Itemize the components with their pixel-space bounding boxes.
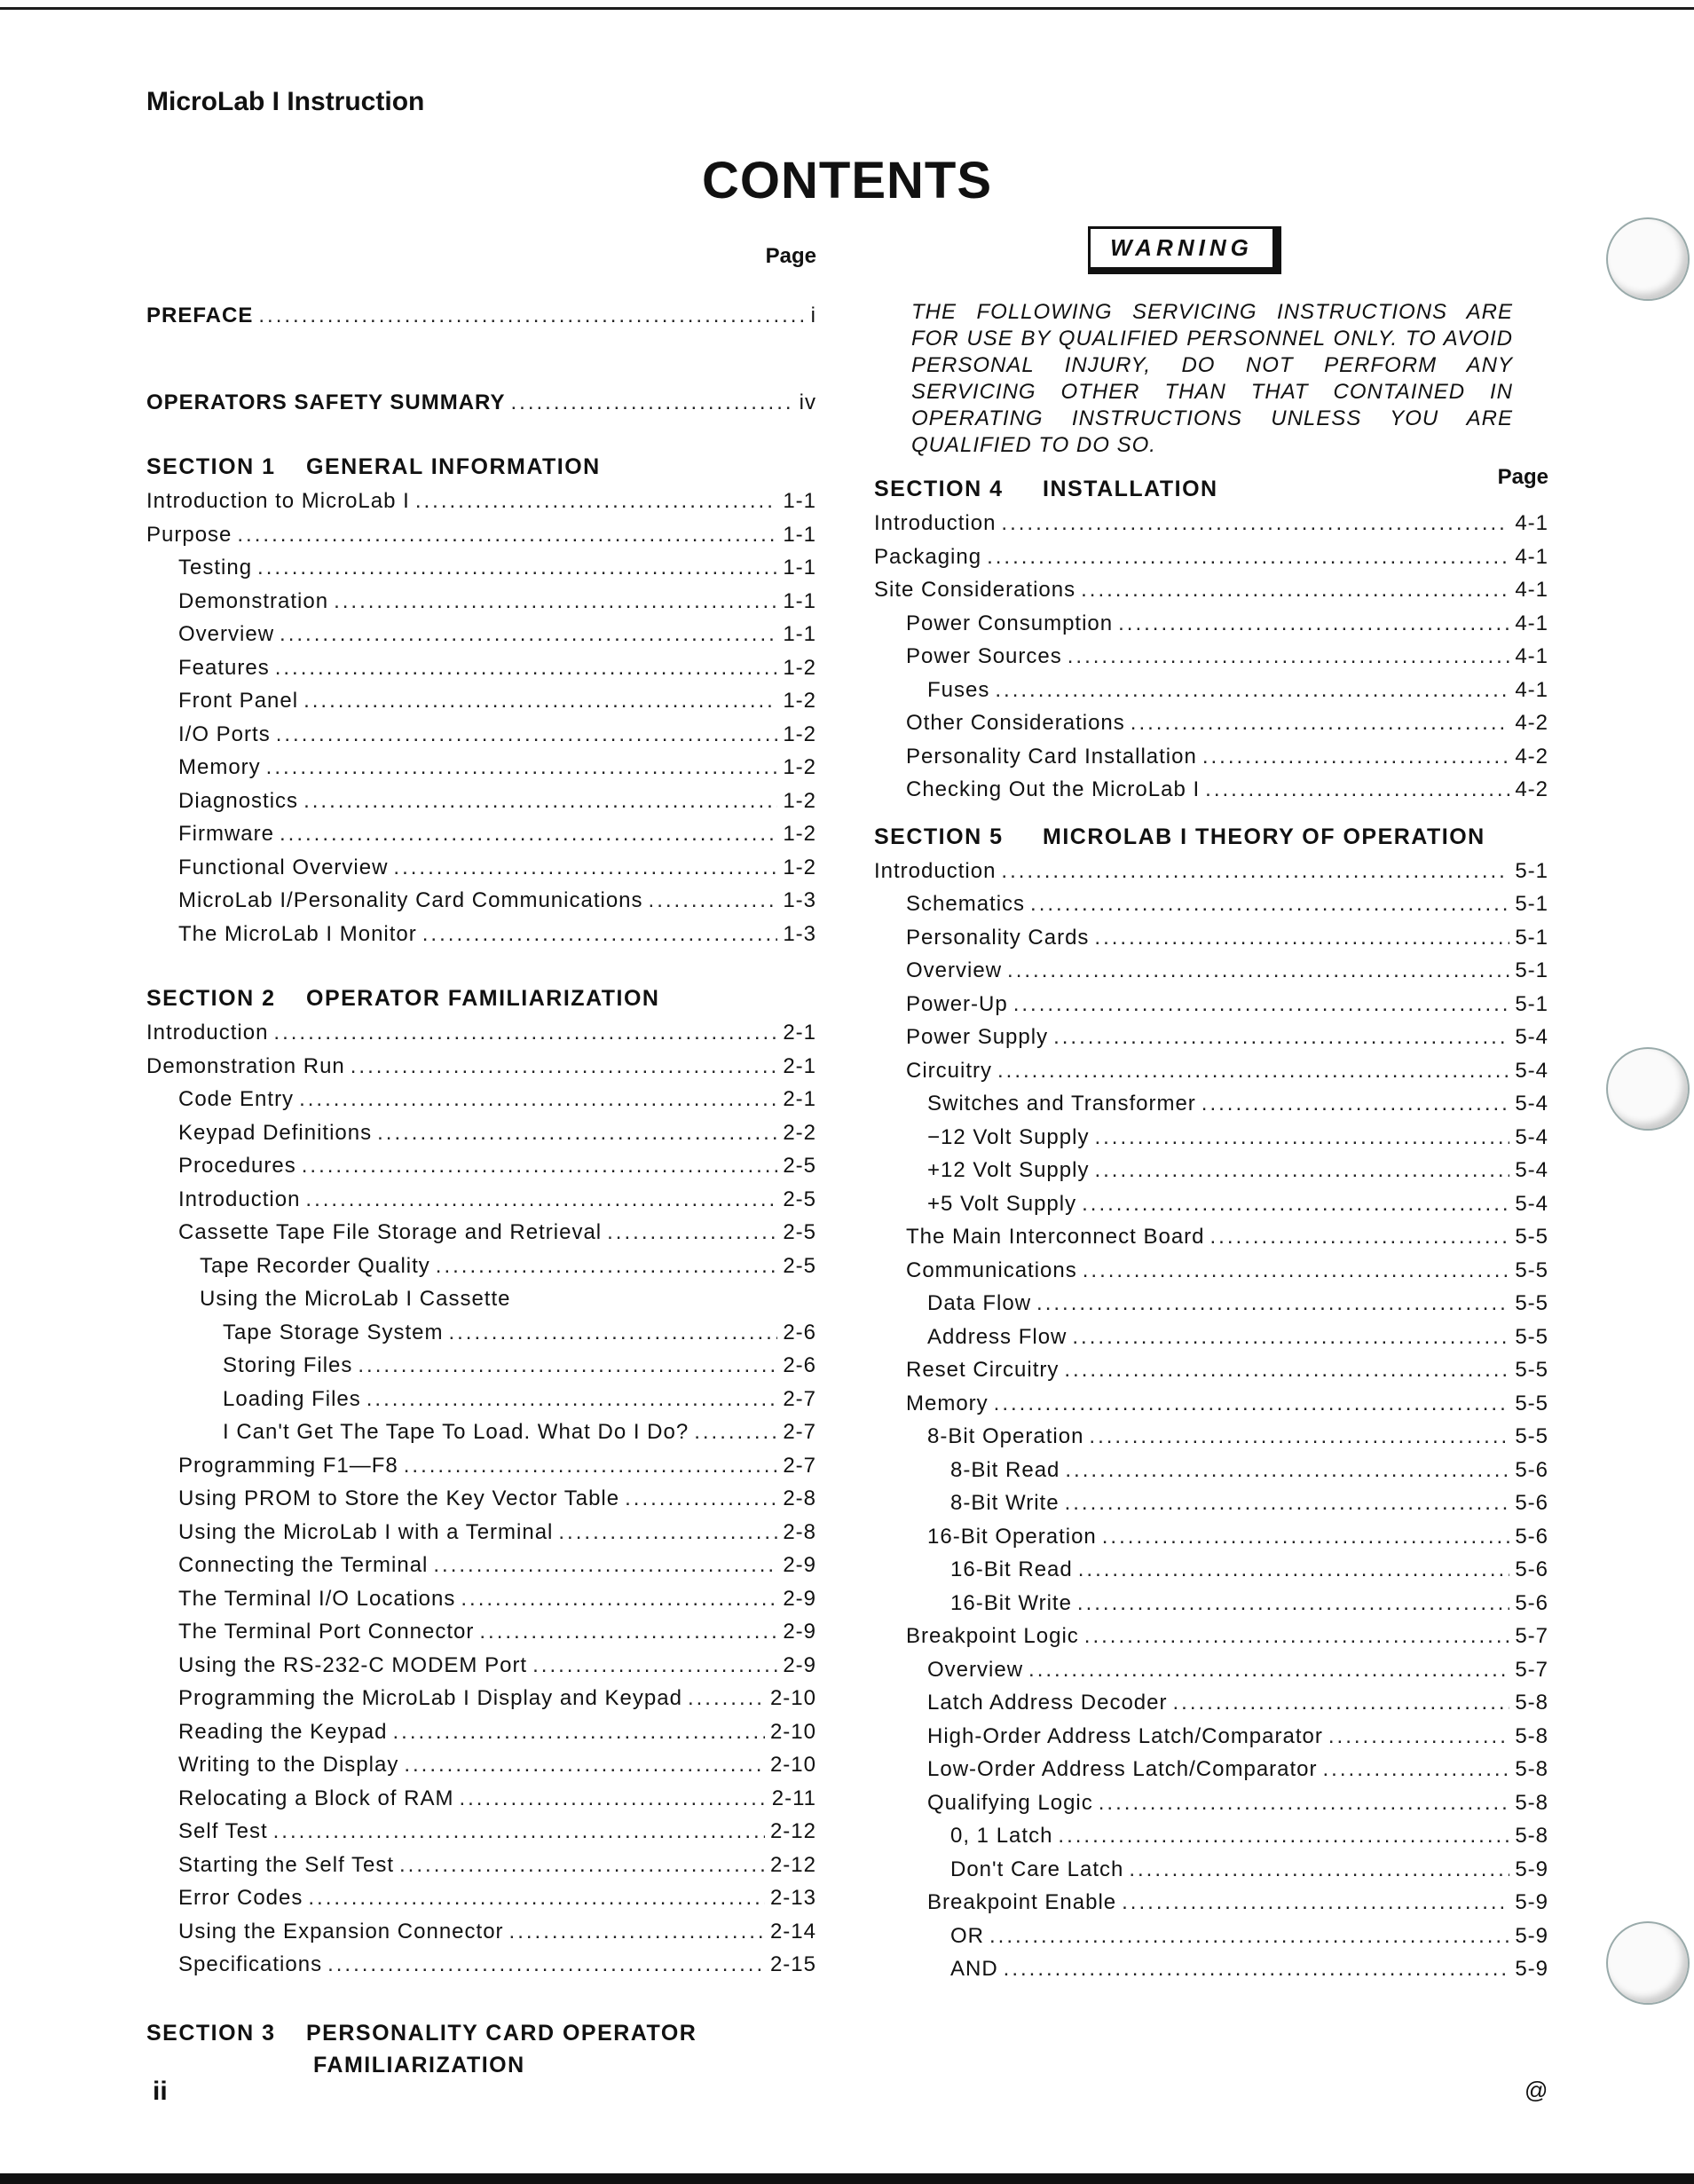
toc-entry[interactable]: Introduction ..... 4-1 [874, 507, 1548, 540]
toc-entry[interactable]: Storing Files ..... 2-6 [146, 1349, 816, 1383]
toc-entry[interactable]: Front Panel ..... 1-2 [146, 684, 816, 718]
running-header: MicroLab I Instruction [146, 87, 425, 116]
toc-entry[interactable]: Connecting the Terminal ..... 2-9 [146, 1549, 816, 1582]
toc-entry[interactable]: Breakpoint Logic ..... 5-7 [874, 1620, 1548, 1653]
toc-entry[interactable]: Power Supply ..... 5-4 [874, 1021, 1548, 1054]
toc-entry[interactable]: Programming the MicroLab I Display and Keypad ..... 2-10 [146, 1682, 816, 1715]
toc-entry[interactable]: The Terminal Port Connector ..... 2-9 [146, 1615, 816, 1649]
toc-entry[interactable]: Self Test ..... 2-12 [146, 1815, 816, 1849]
toc-entry-preface[interactable]: PREFACE ..... i [146, 299, 816, 333]
toc-entry[interactable]: Relocating a Block of RAM ..... 2-11 [146, 1782, 816, 1816]
section-4-heading: SECTION 4 INSTALLATION [874, 477, 1218, 501]
toc-entry[interactable]: Error Codes ..... 2-13 [146, 1881, 816, 1915]
toc-entry[interactable]: Features ..... 1-2 [146, 651, 816, 685]
toc-entry[interactable]: Low-Order Address Latch/Comparator ..... 5-8 [874, 1753, 1548, 1786]
toc-entry[interactable]: Overview ..... 1-1 [146, 618, 816, 651]
section-3-heading: SECTION 3 PERSONALITY CARD OPERATOR [146, 2020, 697, 2046]
toc-entry[interactable]: Tape Storage System ..... 2-6 [146, 1316, 816, 1350]
toc-entry[interactable]: Introduction to MicroLab I ..... 1-1 [146, 485, 816, 518]
toc-entry[interactable]: OR ..... 5-9 [874, 1920, 1548, 1953]
toc-entry[interactable]: Other Considerations ..... 4-2 [874, 706, 1548, 740]
toc-entry[interactable]: Checking Out the MicroLab I ..... 4-2 [874, 773, 1548, 807]
toc-entry[interactable]: 16-Bit Read ..... 5-6 [874, 1553, 1548, 1587]
toc-entry[interactable]: Introduction ..... 5-1 [874, 855, 1548, 888]
toc-entry[interactable]: Circuitry ..... 5-4 [874, 1054, 1548, 1088]
section-1-heading: SECTION 1 GENERAL INFORMATION [146, 454, 601, 479]
toc-entry[interactable]: Firmware ..... 1-2 [146, 817, 816, 851]
toc-entry[interactable]: Keypad Definitions ..... 2-2 [146, 1116, 816, 1150]
section-5-entries [874, 855, 1548, 1986]
toc-entry[interactable]: Memory ..... 5-5 [874, 1387, 1548, 1421]
toc-entry[interactable]: Using the Expansion Connector ..... 2-14 [146, 1915, 816, 1949]
toc-entry[interactable]: Specifications ..... 2-15 [146, 1948, 816, 1982]
toc-entry[interactable]: Site Considerations ..... 4-1 [874, 573, 1548, 607]
toc-entry[interactable]: The Main Interconnect Board ..... 5-5 [874, 1220, 1548, 1254]
toc-entry[interactable]: Using the MicroLab I with a Terminal ..... 2-8 [146, 1516, 816, 1549]
toc-entry[interactable]: Demonstration ..... 1-1 [146, 585, 816, 619]
toc-entry[interactable]: Packaging ..... 4-1 [874, 540, 1548, 574]
toc-entry[interactable]: Latch Address Decoder ..... 5-8 [874, 1686, 1548, 1720]
toc-entry[interactable]: AND ..... 5-9 [874, 1952, 1548, 1986]
toc-entry[interactable]: Qualifying Logic ..... 5-8 [874, 1786, 1548, 1820]
page-title: CONTENTS [702, 152, 992, 209]
toc-entry[interactable]: Communications ..... 5-5 [874, 1254, 1548, 1288]
toc-entry[interactable]: I/O Ports ..... 1-2 [146, 718, 816, 752]
contents-right-column [874, 226, 1548, 1986]
warning-label: WARNING [1088, 226, 1281, 274]
toc-entry[interactable]: Programming F1—F8 ..... 2-7 [146, 1449, 816, 1483]
section-2-entries [146, 1016, 816, 1982]
toc-entry[interactable]: Don't Care Latch ..... 5-9 [874, 1853, 1548, 1887]
scan-bottom-edge [0, 2173, 1694, 2184]
toc-entry-label-only[interactable]: Using the MicroLab I Cassette [200, 1287, 511, 1311]
toc-entry[interactable]: Code Entry ..... 2-1 [146, 1083, 816, 1116]
toc-entry[interactable]: 8-Bit Operation ..... 5-5 [874, 1420, 1548, 1454]
section-2-heading: SECTION 2 OPERATOR FAMILIARIZATION [146, 986, 660, 1011]
toc-entry[interactable]: Overview ..... 5-7 [874, 1653, 1548, 1687]
toc-entry[interactable]: 8-Bit Read ..... 5-6 [874, 1454, 1548, 1487]
scan-top-edge [0, 7, 1694, 10]
toc-entry[interactable]: 0, 1 Latch ..... 5-8 [874, 1819, 1548, 1853]
toc-entry[interactable]: Loading Files ..... 2-7 [146, 1383, 816, 1416]
toc-entry[interactable]: Address Flow ..... 5-5 [874, 1321, 1548, 1354]
toc-entry[interactable]: 16-Bit Operation ..... 5-6 [874, 1520, 1548, 1554]
toc-entry[interactable]: Functional Overview ..... 1-2 [146, 851, 816, 885]
toc-entry[interactable]: Power Consumption ..... 4-1 [874, 607, 1548, 641]
toc-entry[interactable]: I Can't Get The Tape To Load. What Do I Do? ..... 2-7 [146, 1415, 816, 1449]
footer-mark: @ [1525, 2077, 1548, 2103]
toc-entry[interactable]: Demonstration Run ..... 2-1 [146, 1050, 816, 1084]
toc-entry-safety-summary[interactable]: OPERATORS SAFETY SUMMARY ..... iv [146, 386, 816, 420]
section-4-entries [874, 507, 1548, 807]
toc-entry[interactable]: Reading the Keypad ..... 2-10 [146, 1715, 816, 1749]
toc-entry[interactable]: +12 Volt Supply ..... 5-4 [874, 1154, 1548, 1187]
toc-entry[interactable]: Using PROM to Store the Key Vector Table ..... 2-8 [146, 1482, 816, 1516]
contents-left-column [146, 244, 816, 2081]
toc-entry[interactable]: Tape Recorder Quality ..... 2-5 [146, 1250, 816, 1283]
toc-entry[interactable]: MicroLab I/Personality Card Communications ..... 1-3 [146, 884, 816, 918]
toc-entry[interactable]: −12 Volt Supply ..... 5-4 [874, 1121, 1548, 1155]
toc-entry[interactable]: The Terminal I/O Locations ..... 2-9 [146, 1582, 816, 1616]
section-5-heading: SECTION 5 MICROLAB I THEORY OF OPERATION [874, 824, 1485, 849]
binder-hole-middle [1606, 1047, 1690, 1131]
toc-entry[interactable]: Purpose ..... 1-1 [146, 518, 816, 552]
toc-entry[interactable]: Schematics ..... 5-1 [874, 887, 1548, 921]
toc-entry[interactable]: Starting the Self Test ..... 2-12 [146, 1849, 816, 1882]
page-column-label-right: Page [1497, 465, 1548, 489]
toc-entry[interactable]: 8-Bit Write ..... 5-6 [874, 1486, 1548, 1520]
warning-text: THE FOLLOWING SERVICING INSTRUCTIONS ARE FOR USE BY QUALIFIED PERSONNEL ONLY. TO AVOID PERSONAL INJURY, DO NOT PERFORM ANY SERVICING OTHER THAN THAT CONTAINED IN OPERATING INSTRUCTIONS UNLESS YOU ARE QUALIFIED TO DO SO. [911, 300, 1513, 457]
toc-entry[interactable]: Personality Card Installation ..... 4-2 [874, 740, 1548, 774]
toc-entry[interactable]: Reset Circuitry ..... 5-5 [874, 1353, 1548, 1387]
toc-entry[interactable]: Diagnostics ..... 1-2 [146, 785, 816, 818]
section-4-heading-row [874, 465, 1548, 507]
toc-entry[interactable]: Power Sources ..... 4-1 [874, 640, 1548, 674]
page-number: ii [153, 2077, 168, 2106]
binder-hole-bottom [1606, 1921, 1690, 2005]
toc-entry[interactable]: Testing ..... 1-1 [146, 551, 816, 585]
toc-entry[interactable]: Memory ..... 1-2 [146, 751, 816, 785]
toc-entry[interactable]: Procedures ..... 2-5 [146, 1149, 816, 1183]
toc-entry[interactable]: Data Flow ..... 5-5 [874, 1287, 1548, 1321]
toc-entry[interactable]: Switches and Transformer ..... 5-4 [874, 1087, 1548, 1121]
toc-entry[interactable]: Using the RS-232-C MODEM Port ..... 2-9 [146, 1649, 816, 1683]
toc-entry[interactable]: Cassette Tape File Storage and Retrieval ..... 2-5 [146, 1216, 816, 1250]
toc-entry[interactable]: Breakpoint Enable ..... 5-9 [874, 1886, 1548, 1920]
toc-entry[interactable]: Fuses ..... 4-1 [874, 674, 1548, 707]
toc-entry[interactable]: Power-Up ..... 5-1 [874, 988, 1548, 1021]
section-3-heading-continued: FAMILIARIZATION [313, 2052, 525, 2078]
page-column-label: Page [765, 244, 816, 268]
warning-box [874, 226, 1548, 288]
toc-entry[interactable]: Writing to the Display ..... 2-10 [146, 1748, 816, 1782]
toc-entry[interactable]: Personality Cards ..... 5-1 [874, 921, 1548, 955]
binder-hole-top [1606, 217, 1690, 301]
toc-entry[interactable]: Introduction ..... 2-1 [146, 1016, 816, 1050]
toc-entry[interactable]: 16-Bit Write ..... 5-6 [874, 1587, 1548, 1620]
toc-entry[interactable]: High-Order Address Latch/Comparator ..... 5-8 [874, 1720, 1548, 1754]
toc-entry[interactable]: Introduction ..... 2-5 [146, 1183, 816, 1217]
toc-entry[interactable]: +5 Volt Supply ..... 5-4 [874, 1187, 1548, 1221]
toc-entry[interactable]: Overview ..... 5-1 [874, 954, 1548, 988]
toc-entry[interactable]: The MicroLab I Monitor ..... 1-3 [146, 918, 816, 951]
section-1-entries [146, 485, 816, 950]
